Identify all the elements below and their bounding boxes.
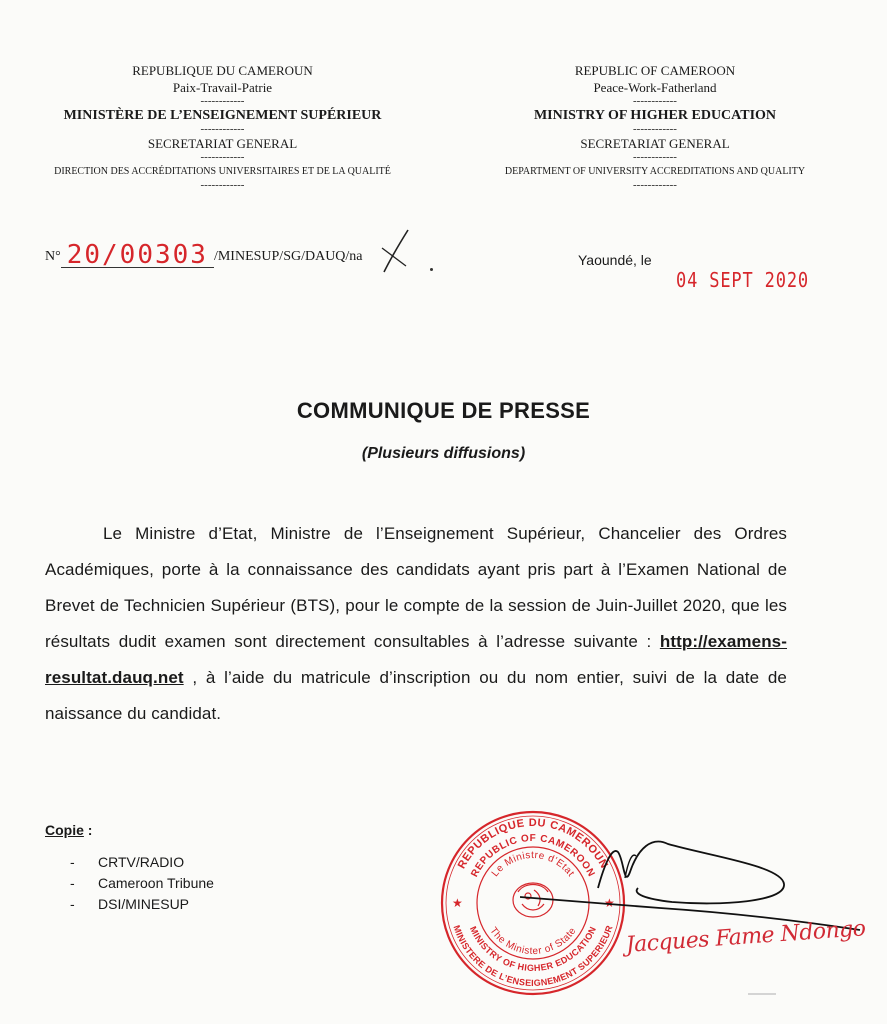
- seal-inner-bottom-text: MINISTRY OF HIGHER EDUCATION: [467, 924, 599, 974]
- country-name-en: REPUBLIC OF CAMEROON: [574, 63, 736, 78]
- seal-title-fr-text: Le Ministre d’Etat: [489, 849, 577, 880]
- results-url-link[interactable]: http://examens-resultat.dauq.net: [45, 632, 787, 687]
- dash-bullet: -: [70, 875, 75, 891]
- ministry-fr: MINISTÈRE DE L’ENSEIGNEMENT SUPÉRIEUR: [63, 108, 382, 123]
- seal-outer-bottom-text: MINISTERE DE L’ENSEIGNEMENT SUPERIEUR: [451, 923, 615, 989]
- body-text-part-1: Le Ministre d’Etat, Ministre de l’Enseignement Supérieur, Chancelier des Ordres Académiques, porte à la connaissance des candidats ayant pris part à l’Examen National de Brevet de Technicien Supérieur (BTS), pour le compte de la session de Juin-Juillet 2020, que les résultats dudit examen sont directement consultables à l’adresse suivante :: [45, 524, 787, 651]
- document-title: COMMUNIQUE DE PRESSE: [296, 398, 591, 423]
- ministry-en: MINISTRY OF HIGHER EDUCATION: [533, 108, 777, 123]
- reference-prefix: N°: [45, 249, 61, 264]
- svg-text:★: ★: [604, 896, 615, 910]
- department-en: DEPARTMENT OF UNIVERSITY ACCREDITATIONS AND QUALITY: [504, 166, 806, 177]
- separator: ------------: [200, 123, 245, 135]
- reference-number-stamp: 20/00303: [61, 243, 214, 268]
- separator: ------------: [633, 95, 677, 107]
- separator: ------------: [200, 151, 245, 163]
- date-stamp: 04 SEPT 2020: [676, 268, 810, 292]
- copy-label: [45, 822, 92, 838]
- separator: ------------: [633, 179, 677, 191]
- dateline-place: Yaoundé, le: [578, 252, 652, 268]
- list-item: [70, 852, 214, 873]
- signer-name: Jacques Fame Ndongo: [625, 916, 867, 958]
- recipient-name: DSI/MINESUP: [98, 896, 190, 912]
- handwritten-strike-mark: [376, 226, 416, 276]
- list-item: [70, 894, 214, 915]
- motto-fr: Paix-Travail-Patrie: [172, 80, 273, 95]
- copy-recipient-list: [70, 852, 214, 915]
- secretariat-en: SECRETARIAT GENERAL: [580, 136, 730, 151]
- separator: ------------: [200, 179, 245, 191]
- header-french: [0, 62, 445, 191]
- copy-label-text: Copie: [45, 822, 84, 838]
- dash-bullet: -: [70, 854, 75, 870]
- header-english: [465, 62, 845, 191]
- faint-mark: [748, 993, 776, 995]
- seal-outer-top-text: REPUBLIQUE DU CAMEROUN: [455, 817, 611, 871]
- document-subtitle: (Plusieurs diffusions): [361, 445, 526, 462]
- body-text-part-2: , à l’aide du matricule d’inscription ou du nom entier, suivi de la date de naissance du candidat.: [45, 668, 787, 723]
- separator: ------------: [633, 151, 677, 163]
- recipient-name: CRTV/RADIO: [98, 854, 185, 870]
- secretariat-fr: SECRETARIAT GENERAL: [147, 136, 298, 151]
- seal-inner-top-text: REPUBLIC OF CAMEROON: [469, 832, 597, 879]
- ink-speck: [430, 268, 433, 271]
- recipient-name: Cameroon Tribune: [98, 875, 214, 891]
- communique-body: [45, 516, 787, 732]
- dash-bullet: -: [70, 896, 75, 912]
- separator: ------------: [633, 123, 677, 135]
- motto-en: Peace-Work-Fatherland: [593, 80, 717, 95]
- svg-text:★: ★: [452, 896, 463, 910]
- reference-suffix: /MINESUP/SG/DAUQ/na: [213, 249, 363, 264]
- copy-label-colon: :: [83, 822, 93, 838]
- direction-fr: DIRECTION DES ACCRÉDITATIONS UNIVERSITAIRES ET DE LA QUALITÉ: [54, 166, 391, 177]
- seal-title-en-text: The Minister of State: [487, 925, 579, 958]
- list-item: [70, 873, 214, 894]
- reference-line: [45, 240, 363, 270]
- country-name-fr: REPUBLIQUE DU CAMEROUN: [132, 63, 313, 78]
- separator: ------------: [200, 95, 245, 107]
